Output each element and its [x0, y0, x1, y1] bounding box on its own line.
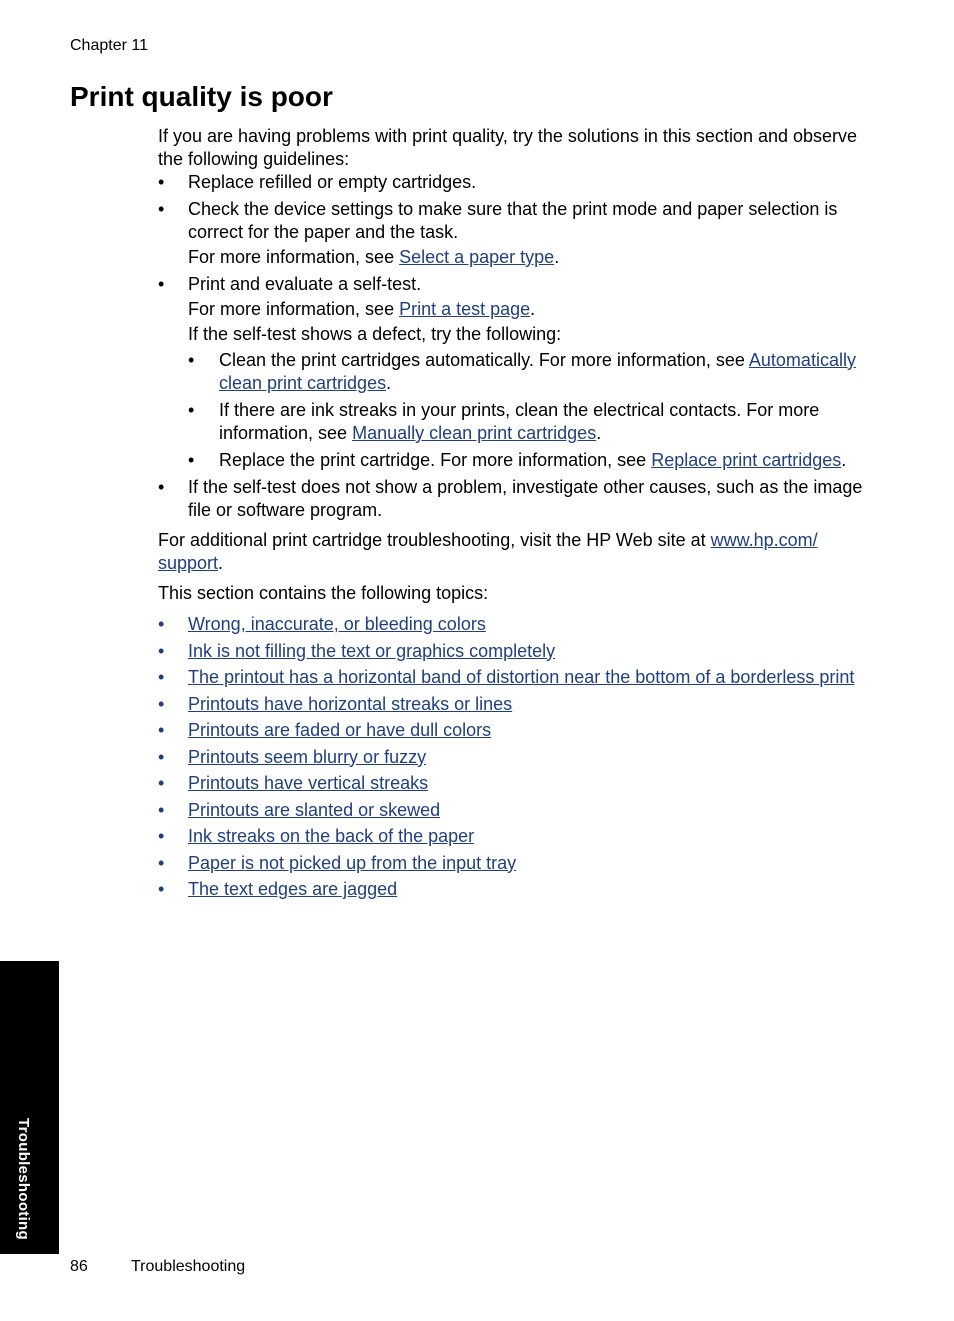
topic-link[interactable]: Ink is not filling the text or graphics completely: [188, 640, 556, 661]
replace-cartridges-link[interactable]: Replace print cartridges: [651, 450, 842, 470]
defect-line: If the self-test shows a defect, try the following:: [188, 324, 562, 344]
topic-link[interactable]: The printout has a horizontal band of distortion near the bottom of a borderless print: [188, 667, 855, 687]
guidelines-list: [158, 171, 870, 522]
guideline-text: Print and evaluate a self-test.: [188, 274, 422, 294]
auto-clean-link[interactable]: Automatically clean print cartridges: [219, 350, 856, 393]
guideline-item: [158, 273, 870, 472]
page-title: Print quality is poor: [70, 81, 333, 112]
topic-item: [158, 772, 870, 795]
topic-item: [158, 666, 870, 689]
guideline-text: Check the device settings to make sure that the print mode and paper selection is correct for the paper and the task.: [188, 199, 838, 242]
topic-item: [158, 878, 870, 901]
manual-clean-link[interactable]: Manually clean print cartridges: [352, 423, 597, 443]
guideline-item: [158, 198, 870, 269]
intro-paragraph: If you are having problems with print quality, try the solutions in this section and observe the following guidelines:: [158, 126, 858, 169]
topic-link[interactable]: Ink streaks on the back of the paper: [188, 826, 475, 846]
chapter-header: Chapter 11: [70, 37, 148, 54]
footer-section-label: Troubleshooting: [131, 1258, 246, 1275]
topic-item: [158, 719, 870, 742]
topic-link[interactable]: Printouts have vertical streaks: [188, 773, 429, 793]
step-text: Replace the print cartridge. For more information, see: [219, 450, 652, 470]
defect-steps-list: [188, 349, 870, 472]
defect-step: • Replace the print cartridge. For more information, see Replace print cartridges.: [188, 449, 870, 472]
defect-step: • If there are ink streaks in your prints, clean the electrical contacts. For more information, see Manually clean print cartridges.: [188, 399, 870, 445]
more-info-text: For more information, see: [188, 247, 400, 267]
topic-link[interactable]: Printouts have horizontal streaks or lines: [188, 693, 513, 714]
topic-item: [158, 825, 870, 848]
step-text: Clean the print cartridges automatically. For more information, see: [219, 350, 749, 370]
topic-item: [158, 693, 870, 716]
more-info-line: For more information, see Print a test page.: [188, 299, 536, 319]
web-text: For additional print cartridge troubleshooting, visit the HP Web site at: [158, 530, 711, 550]
topic-link[interactable]: Printouts are slanted or skewed: [188, 799, 441, 820]
topic-link[interactable]: The text edges are jagged: [188, 879, 398, 899]
topic-item: [158, 746, 870, 769]
guideline-item: [158, 171, 870, 194]
guideline-text: Replace refilled or empty cartridges.: [188, 172, 477, 192]
topic-item: [158, 640, 870, 663]
topic-item: [158, 799, 870, 822]
topic-link[interactable]: Printouts seem blurry or fuzzy: [188, 746, 427, 767]
topic-link[interactable]: Wrong, inaccurate, or bleeding colors: [188, 614, 486, 634]
topic-item: [158, 613, 870, 636]
hp-support-link[interactable]: www.hp.com/ support: [158, 530, 818, 573]
step-text: If there are ink streaks in your prints, clean the electrical contacts. For more information, see: [219, 400, 820, 443]
more-info-text: For more information, see: [188, 299, 400, 319]
print-test-page-link[interactable]: Print a test page: [399, 299, 531, 319]
select-paper-type-link[interactable]: Select a paper type: [399, 247, 555, 267]
topics-list: [158, 613, 870, 901]
guideline-item: [158, 476, 870, 522]
side-tab-label: Troubleshooting: [15, 1118, 32, 1240]
main-content: [158, 125, 870, 905]
topics-intro: This section contains the following topics:: [158, 583, 489, 603]
web-paragraph: For additional print cartridge troubleshooting, visit the HP Web site at www.hp.com/ support.: [158, 530, 818, 573]
more-info-line: For more information, see Select a paper type.: [188, 247, 560, 267]
topic-link[interactable]: Printouts are faded or have dull colors: [188, 720, 492, 740]
page-number: 86: [70, 1258, 88, 1275]
guideline-text: If the self-test does not show a problem, investigate other causes, such as the image file or software program.: [188, 477, 863, 520]
defect-step: • Clean the print cartridges automatically. For more information, see Automatically clean print cartridges.: [188, 349, 870, 395]
topic-link[interactable]: Paper is not picked up from the input tray: [188, 852, 517, 873]
topic-item: [158, 852, 870, 875]
